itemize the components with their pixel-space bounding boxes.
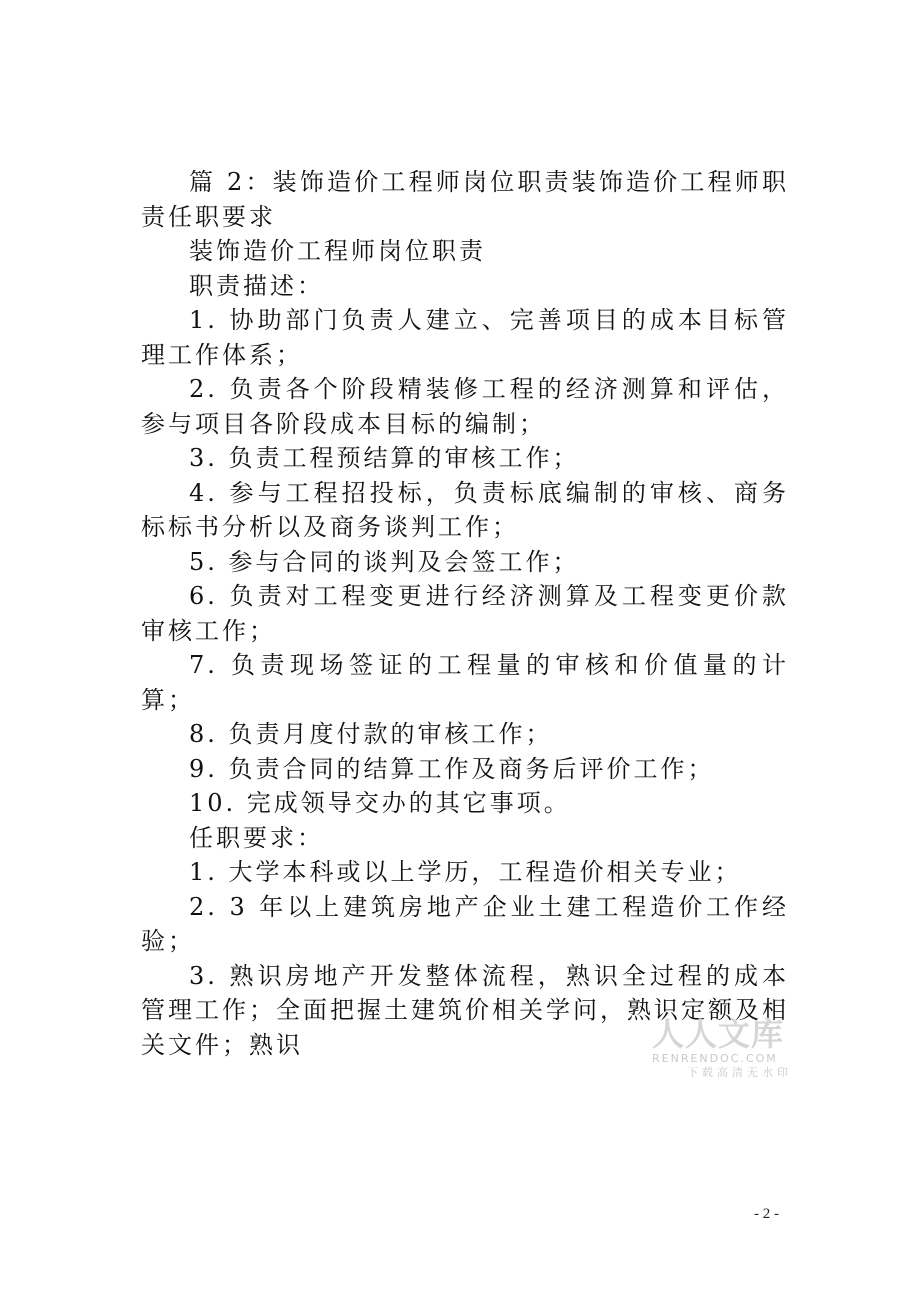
document-body: [141, 165, 789, 1062]
duty-item-6: 6. 负责对工程变更进行经济测算及工程变更价款审核工作；: [141, 582, 789, 645]
duties-label: 职责描述：: [189, 271, 324, 300]
subsection-title: 装饰造价工程师岗位职责: [189, 237, 486, 265]
duty-item-8: 8. 负责月度付款的审核工作；: [189, 720, 553, 748]
duty-item-7: 7. 负责现场签证的工程量的审核和价值量的计算；: [141, 651, 789, 714]
requirement-item-1: 1. 大学本科或以上学历，工程造价相关专业；: [189, 858, 742, 886]
duty-item-10: 10. 完成领导交办的其它事项。: [189, 789, 571, 817]
requirement-item-3: 3. 熟识房地产开发整体流程，熟识全过程的成本管理工作；全面把握土建筑价相关学问，熟识定额及相关文件；熟识: [141, 961, 789, 1059]
requirement-item-2: 2. 3 年以上建筑房地产企业土建工程造价工作经验；: [141, 892, 789, 955]
watermark-url: RENRENDOC.COM: [652, 1052, 778, 1065]
section-heading: 篇 2：装饰造价工程师岗位职责装饰造价工程师职责任职要求: [141, 168, 789, 231]
duty-item-5: 5. 参与合同的谈判及会签工作；: [189, 547, 580, 576]
duty-item-3: 3. 负责工程预结算的审核工作；: [189, 444, 580, 472]
duty-item-2: 2. 负责各个阶段精装修工程的经济测算和评估，参与项目各阶段成本目标的编制；: [141, 375, 789, 438]
duty-item-9: 9. 负责合同的结算工作及商务后评价工作；: [189, 754, 715, 783]
watermark-subtext: 下载高清无水印: [687, 1066, 792, 1079]
requirements-label: 任职要求：: [189, 823, 324, 852]
page-number: - 2 -: [754, 1206, 779, 1222]
watermark-logo: 人人文库: [652, 1015, 785, 1053]
duty-item-4: 4. 参与工程招投标，负责标底编制的审核、商务标标书分析以及商务谈判工作；: [141, 478, 789, 541]
duty-item-1: 1. 协助部门负责人建立、完善项目的成本目标管理工作体系；: [141, 306, 789, 369]
